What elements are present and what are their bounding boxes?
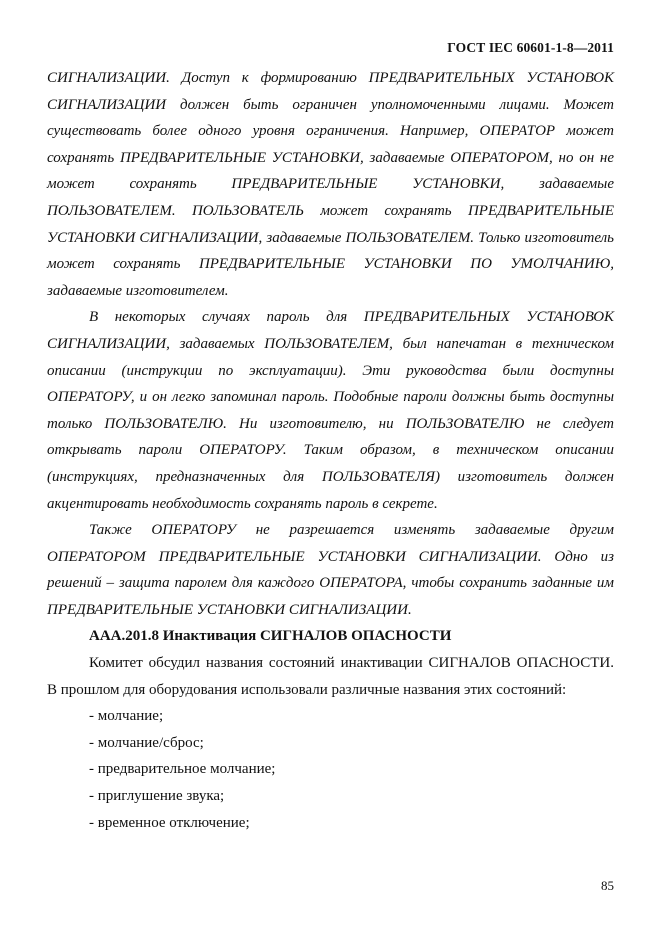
- section-body: Комитет обсудил названия состояний инактивации СИГНАЛОВ ОПАСНОСТИ. В прошлом для оборудования использовали различные названия этих состояний:: [47, 655, 614, 698]
- paragraph-operator-presets: Также ОПЕРАТОРУ не разрешается изменять задаваемые другим ОПЕРАТОРОМ ПРЕДВАРИТЕЛЬНЫЕ УСТАНОВКИ СИГНАЛИЗАЦИИ. Одно из решений – защита паролем для каждого ОПЕРАТОРА, чтобы сохранить заданные им ПРЕДВАРИТЕЛЬНЫЕ УСТАНОВКИ СИГНАЛИЗАЦИИ.: [47, 522, 614, 618]
- section-title: ААА.201.8 Инактивация СИГНАЛОВ ОПАСНОСТИ: [89, 628, 452, 645]
- list-item: - предварительное молчание;: [89, 761, 276, 778]
- document-body: [47, 65, 614, 836]
- list-item: - приглушение звука;: [89, 788, 225, 805]
- paragraph-password: В некоторых случаях пароль для ПРЕДВАРИТЕЛЬНЫХ УСТАНОВОК СИГНАЛИЗАЦИИ, задаваемых ПОЛЬЗОВАТЕЛЕМ, был напечатан в техническом описании (инструкции по эксплуатации). Эти руководства были доступны ОПЕРАТОРУ, и он легко запоминал пароль. Подобные пароли должны быть доступны только ПОЛЬЗОВАТЕЛЮ. Ни изготовителю, ни ПОЛЬЗОВАТЕЛЮ не следует открывать пароли ОПЕРАТОРУ. Таким образом, в техническом описании (инструкциях, предназначенных для ПОЛЬЗОВАТЕЛЯ) изготовитель должен акцентировать необходимость сохранять пароль в секрете.: [47, 309, 614, 512]
- list-item: - молчание/сброс;: [89, 734, 204, 751]
- list-item: - молчание;: [89, 708, 164, 725]
- page-number: 85: [601, 878, 614, 893]
- paragraph-continuation: СИГНАЛИЗАЦИИ. Доступ к формированию ПРЕДВАРИТЕЛЬНЫХ УСТАНОВОК СИГНАЛИЗАЦИИ должен быть ограничен уполномоченными лицами. Может существовать более одного уровня ограничения. Например, ОПЕРАТОР может сохранять ПРЕДВАРИТЕЛЬНЫЕ УСТАНОВКИ, задаваемые ОПЕРАТОРОМ, но он не может сохранять ПРЕДВАРИТЕЛЬНЫЕ УСТАНОВКИ, задаваемые ПОЛЬЗОВАТЕЛЕМ. ПОЛЬЗОВАТЕЛЬ может сохранять ПРЕДВАРИТЕЛЬНЫЕ УСТАНОВКИ СИГНАЛИЗАЦИИ, задаваемые ПОЛЬЗОВАТЕЛЕМ. Только изготовитель может сохранять ПРЕДВАРИТЕЛЬНЫЕ УСТАНОВКИ ПО УМОЛЧАНИЮ, задаваемые изготовителем.: [47, 70, 614, 299]
- page-header: ГОСТ IEC 60601-1-8—2011: [447, 40, 614, 55]
- list-item: - временное отключение;: [89, 814, 250, 831]
- states-list: [47, 703, 614, 836]
